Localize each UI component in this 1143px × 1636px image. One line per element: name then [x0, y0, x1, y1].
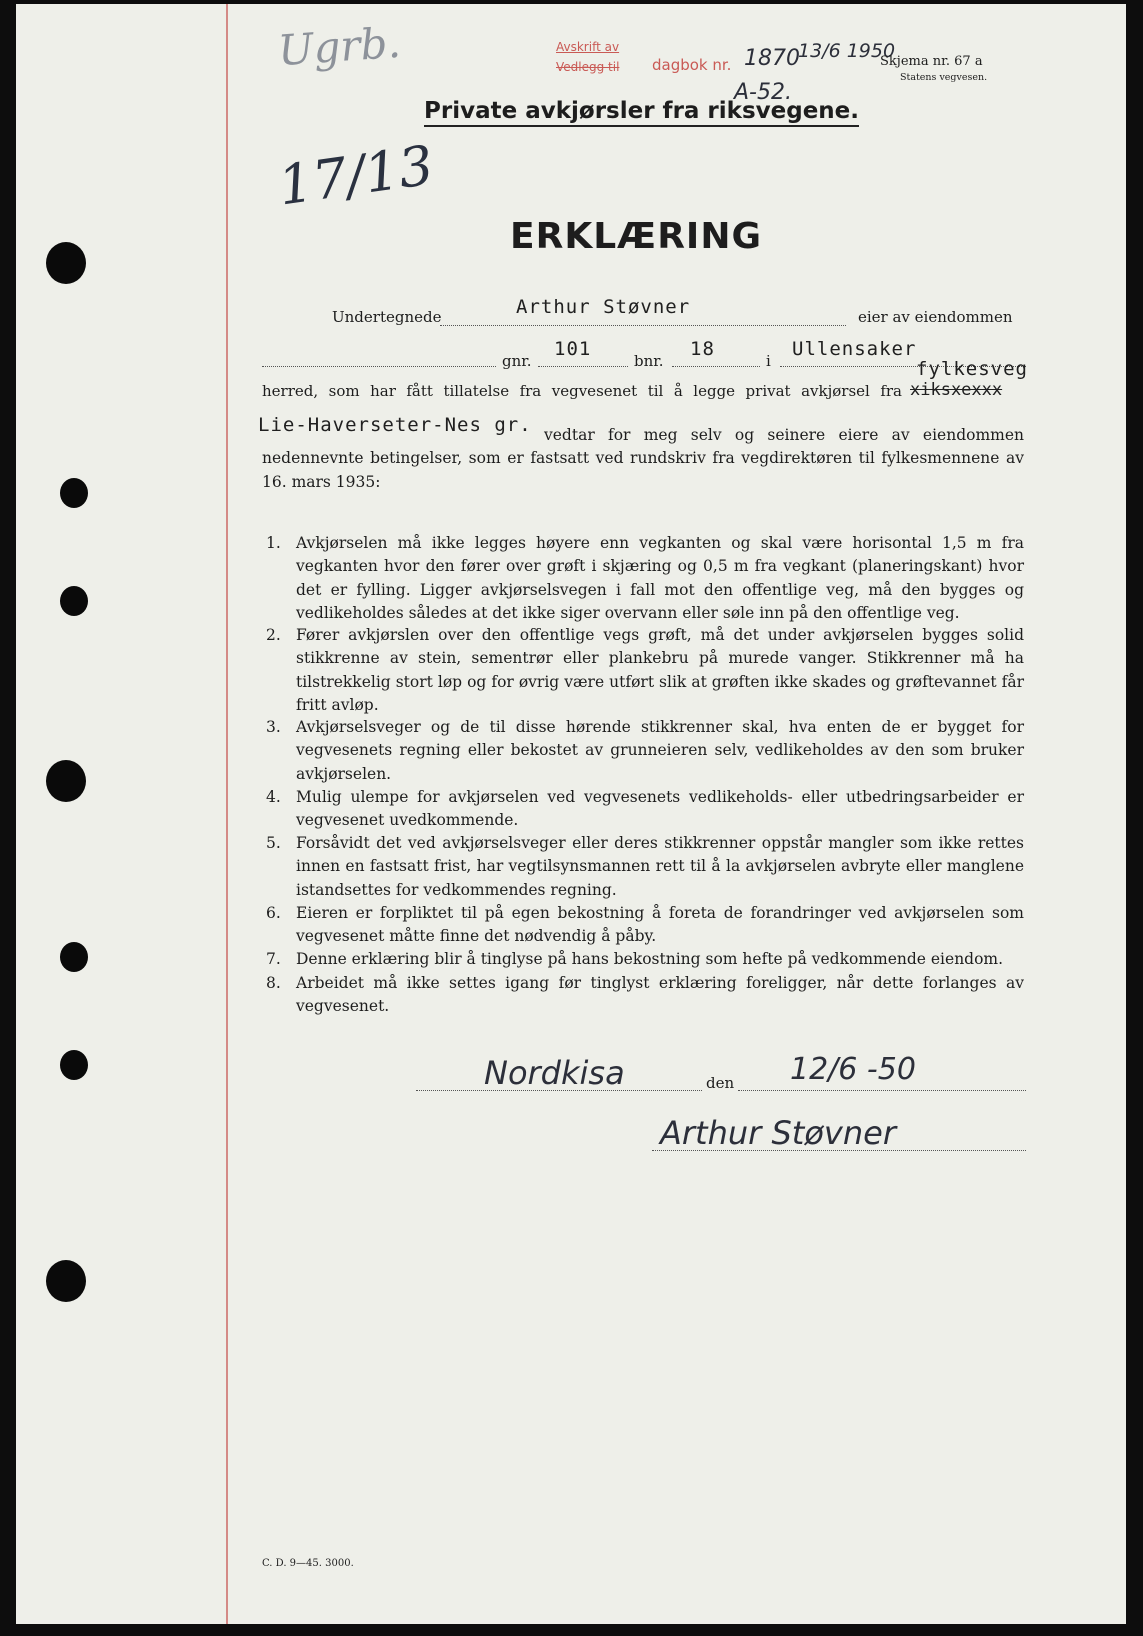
binder-hole-2 — [60, 478, 88, 508]
owner-label: eier av eiendommen — [858, 308, 1013, 326]
stamp-number: 1870 — [744, 46, 800, 71]
signer-name: Arthur Støvner — [516, 296, 691, 318]
bnr-label: bnr. — [634, 352, 664, 370]
signature-name: Arthur Støvner — [660, 1114, 896, 1152]
stamp-dagbok: dagbok nr. — [652, 56, 732, 74]
stamp-ref: A-52. — [734, 80, 792, 105]
bnr-dotted-line — [672, 366, 760, 367]
condition-number: 1. — [266, 534, 281, 552]
binder-hole-7 — [46, 1260, 86, 1302]
condition-text: Avkjørselsveger og de til disse hørende stikkrenner skal, hva enten de er bygget for vegvesenets regning eller bekostet av grunneieren selv, vedlikeholdes av den som bruker avkjørselen. — [296, 718, 1024, 783]
road-name: Lie-Haverseter-Nes gr. — [258, 414, 532, 436]
leading-dotted-line — [262, 366, 496, 367]
document-title: ERKLÆRING — [510, 216, 762, 257]
intro-text: vedtar for meg selv og seinere eiere av eiendommen nedennevnte betingelser, som er fastsatt ved rundskriv fra vegdirektøren til fylkesmennene av 16. mars 1935: — [262, 426, 1024, 491]
condition-number: 3. — [266, 718, 281, 736]
document-page — [16, 4, 1126, 1624]
print-code: C. D. 9—45. 3000. — [262, 1558, 354, 1569]
stamp-line-2: Vedlegg til — [556, 60, 620, 74]
stamp-line-1: Avskrift av — [556, 40, 620, 54]
condition-text: Forsåvidt det ved avkjørselsveger eller deres stikkrenner oppstår mangler som ikke rettes innen en fastsatt frist, har vegtilsynsmannen rett til å la avkjørselen avbryte eller manglene istandsettes for vedkommendes regning. — [296, 834, 1024, 899]
condition-number: 5. — [266, 834, 281, 852]
condition-text: Eieren er forpliktet til på egen bekostning å foreta de forandringer ved avkjørselen som vegvesenet måtte finne det nødvendig å påby. — [296, 904, 1024, 946]
form-number: Skjema nr. 67 a — [880, 54, 983, 69]
road-type-typed: fylkesveg — [916, 358, 1028, 380]
date-dotted-line — [738, 1090, 1026, 1091]
binder-hole-3 — [60, 586, 88, 616]
gnr-label: gnr. — [502, 352, 532, 370]
condition-number: 6. — [266, 904, 281, 922]
signer-label: Undertegnede — [332, 308, 442, 326]
binder-hole-4 — [46, 760, 86, 802]
condition-text: Denne erklæring blir å tinglyse på hans bekostning som hefte på vedkommende eiendom. — [296, 950, 1004, 968]
document-subtitle: Private avkjørsler fra riksvegene. — [424, 98, 859, 127]
i-label: i — [766, 352, 771, 370]
margin-folio: 17/13 — [274, 133, 438, 218]
red-margin-line — [226, 4, 228, 1624]
condition-text: Arbeidet må ikke settes igang før tinglyst erklæring foreligger, når dette forlanges av vegvesenet. — [296, 974, 1024, 1016]
condition-number: 2. — [266, 626, 281, 644]
den-label: den — [706, 1074, 735, 1092]
binder-hole-6 — [60, 1050, 88, 1080]
bnr-value: 18 — [690, 338, 715, 360]
signature-date: 12/6 -50 — [790, 1052, 916, 1087]
signature-place: Nordkisa — [484, 1054, 625, 1092]
condition-number: 8. — [266, 974, 281, 992]
herred-value: Ullensaker — [792, 338, 917, 360]
permission-text: herred, som har fått tillatelse fra vegvesenet til å legge privat avkjørsel fra — [262, 382, 902, 400]
condition-text: Fører avkjørslen over den offentlige vegs grøft, må det under avkjørselen bygges solid stikkrenne av stein, sementrør eller plankebru på murede vanger. Stikkrenner må ha tilstrekkelig stort løp og for øvrig være utført slik at grøften ikke skades og grøftevannet får fritt avløp. — [296, 626, 1024, 714]
condition-number: 4. — [266, 788, 281, 806]
signer-dotted-line — [440, 325, 846, 326]
margin-note: Ugrb. — [276, 17, 403, 76]
binder-hole-1 — [46, 242, 86, 284]
condition-text: Avkjørselen må ikke legges høyere enn vegkanten og skal være horisontal 1,5 m fra vegkanten hvor den fører over grøft i skjæring og 0,5 m fra vegkant (planeringskant) hvor det er fylling. Ligger avkjørselsvegen i fall mot den offentlige veg, må den bygges og vedlikeholdes således at det ikke siger overvann eller søle inn på den offentlige veg. — [296, 534, 1024, 622]
gnr-dotted-line — [538, 366, 628, 367]
binder-hole-5 — [60, 942, 88, 972]
road-type-struck: xiksxexxx — [910, 380, 1003, 400]
stamp-date: 13/6 1950 — [798, 40, 896, 62]
form-issuer: Statens vegvesen. — [900, 72, 988, 83]
condition-number: 7. — [266, 950, 281, 968]
gnr-value: 101 — [554, 338, 592, 360]
condition-text: Mulig ulempe for avkjørselen ved vegvesenets vedlikeholds- eller utbedringsarbeider er vegvesenet uvedkommende. — [296, 788, 1024, 830]
